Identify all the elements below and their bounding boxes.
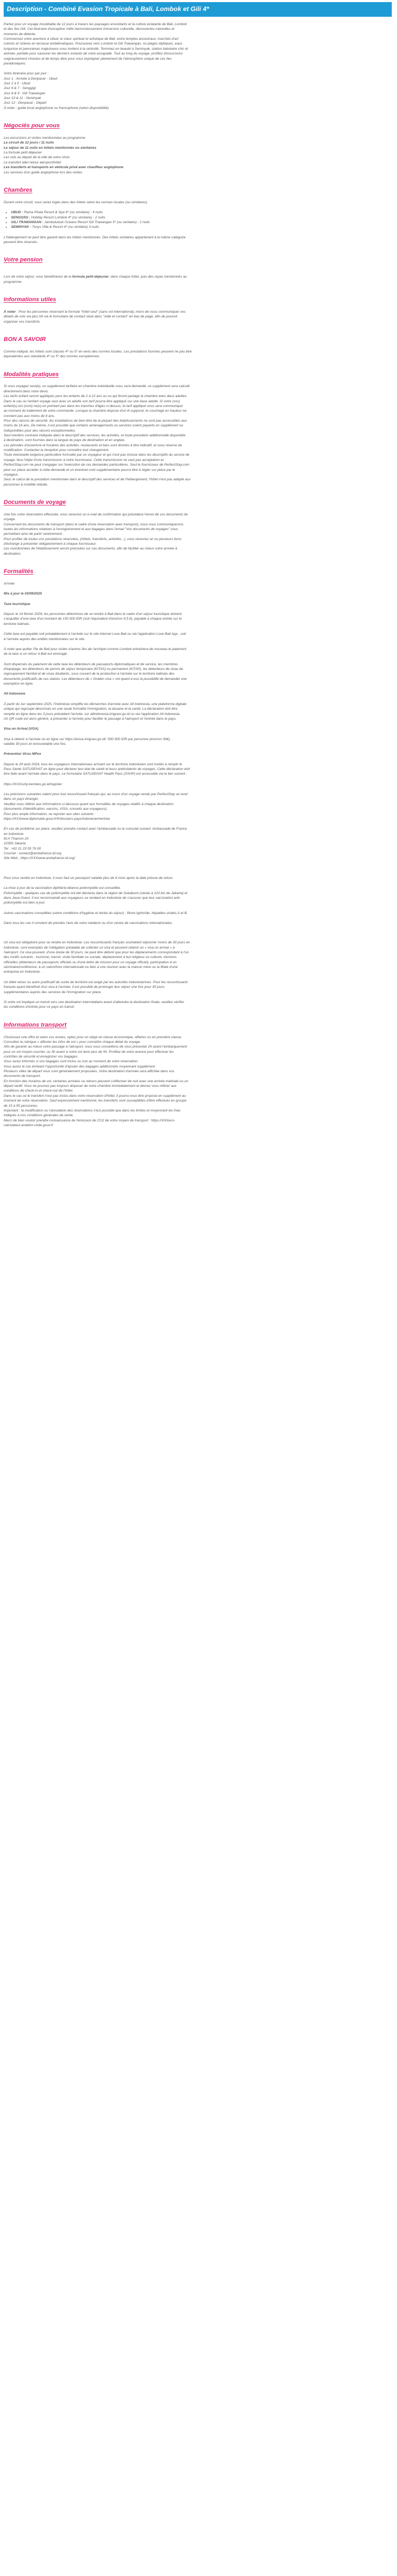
formalites-line: des motifs suivants : tourisme, transit, visite familiale ou sociale, déplacement à but religieux ou culturel, réunions — [4, 955, 177, 960]
transport-line: Choisissez une offre et selon vos envies, optez pour un siège en classe économique, affaires ou en première classe. — [4, 1035, 182, 1039]
documents-line: Une fois votre réservation effectuée, vous recevrez un e-mail de confirmation qui précédera l'envoi de vos documents de — [4, 512, 188, 516]
formalites-line: l'aéroport. Ce visa pouvant, d'une durée de 30 jours, ne peut être délivré que pour les déplacements correspondant à l'un — [4, 951, 189, 955]
formalites-line: 10350 Jakarta — [4, 842, 26, 846]
modalites-line: Les périodes d'ouverture et horaires des activités, restaurants et bars sont donnés à titre indicatif, et sous réserve de — [4, 443, 182, 447]
intro-line: paradisiaques. — [4, 61, 26, 65]
formalites-line: exemption en ligne. — [4, 682, 34, 686]
formalites-paragraph — [4, 940, 392, 975]
chambres-intro: Durant votre circuit, vous serez logés dans des hôtels selon les normes locales (ou similaires). — [4, 200, 148, 204]
transport-line: départ tardif. Vous ne pourrez pas toujours disposer de votre chambre immédiatement et devrez vous référer aux — [4, 1084, 177, 1088]
formalites-line: territoire balinais. — [4, 622, 30, 626]
formalites-line: Si votre vol implique un transit vers une destination intermédiaire avant d'atteindre la destination finale, veuillez vérifier — [4, 1000, 184, 1004]
intro-line: animée, parfaite pour savourer les derniers instants de votre escapade. Tout au long du voyage, profitez d'excursions — [4, 52, 183, 56]
transport-line: contrôles de sécurité et enregistrer vos bagages. — [4, 1054, 79, 1059]
formalites-line: Un QR code est alors généré, à présenter à l'arrivée pour faciliter le passage à l'aéroport et l'entrée dans le pays. — [4, 717, 177, 721]
transport-line: calculateur.aviation-civile.gouv.fr — [4, 1123, 53, 1127]
transport-line: indiqués à nos conditions générales de vente. — [4, 1114, 74, 1118]
formalites-paragraph — [4, 762, 392, 777]
modalites-line: directement dans votre devis. — [4, 389, 49, 393]
formalites-line: supplémentaires auprès des services de l'immigration sur place. — [4, 990, 102, 994]
section-heading-infos-utiles: Informations utiles — [4, 296, 57, 303]
included-item: Le transfert aller-retour aéroport/hôtel — [4, 160, 61, 164]
bon-a-savoir-text — [4, 349, 392, 359]
formalites-line: En cas de problème sur place, veuillez prendre contact avec l'ambassade ou le consulat suivant: Ambassade de France — [4, 827, 187, 831]
note-line: peuvent être réservés. — [4, 240, 38, 244]
intro-line: Commencez votre aventure à Ubud, le cœur spirituel et artistique de Bali, entre temples ancestraux, marchés d'art — [4, 37, 179, 41]
transport-line: moment de votre réservation. Sauf expressément mentionné, les transferts sont susceptibles d'être effectués en groupe — [4, 1099, 187, 1103]
formalites-line: Autres vaccinations conseillées (selon conditions d'hygiène et durée du séjour) : fièvre typhoïde, hépatites virales A et B. — [4, 911, 188, 915]
intro-line: Partez pour un voyage inoubliable de 12 jours à travers les paysages envoûtants et la culture éclatante de Bali, Lombok — [4, 23, 187, 26]
formalites-line: les conditions d'entrée pour ce pays en transit. — [4, 1005, 75, 1009]
transport-line: conditions de check-in et check-out de l'hôtel. — [4, 1089, 73, 1093]
formalites-line: être faite avant l'arrivée dans le pays. Le formulaire SATUSEHAT Health Pass (SSHP) est accessible via le lien suivant : — [4, 772, 188, 776]
documents-line: permettant ainsi de partir sereinement. — [4, 532, 63, 536]
chambres-note — [4, 235, 392, 245]
formalites-line: remplie en ligne dans les 3 jours précédant l'arrivée, sur allindonesia.imigrasi.go.id ou via l'application All Indonesia. — [4, 712, 181, 716]
page-title: Description - Combiné Evasion Tropicale à Bali, Lombok et Gili 4* — [7, 5, 209, 13]
formalites-paragraph — [4, 632, 392, 642]
formalites-line: Prévention Virus MPox — [4, 752, 41, 756]
formalites-line: dans Java-Ouest. Il est recommandé aux voyageurs se rendant en Indonésie de s'assurer que leur vaccination anti- — [4, 896, 181, 900]
formalites-line: regroupement familial et de visas étudiants, sous couvert de la production à l'arrivée sur le territoire balinais des — [4, 672, 174, 676]
title-bar — [4, 2, 392, 17]
formalites-line: Visa on Arrival (VOA) — [4, 727, 39, 731]
transport-line: Merci de bien vouloir prendre connaissance de l'émission de CO2 de votre moyen de transport : https://XXXeco- — [4, 1118, 175, 1122]
formalites-paragraph — [4, 1000, 392, 1010]
itinerary-line: Jour 10 & 11 : Seminyak — [4, 96, 41, 101]
intro-line: moments de détente. — [4, 32, 36, 36]
formalites-line: Pour vous rendre en Indonésie, il vous faut un passeport valable plus de 6 mois après la date prévue de retour. — [4, 876, 174, 880]
modalites-line: modification. Contactez la réception pour connaître tout changement. — [4, 448, 109, 453]
formalites-line: s'acquitter d'une taxe d'un montant de 150 000 IDR (soit l'équivalent d'environ 9,5 €), payable à chaque entrée sur le — [4, 617, 182, 621]
documents-line: Pour profiter de toutes vos prestations réservées, (hôtels, transferts, activités...), vous recevrez un ou plusieurs bons — [4, 537, 182, 541]
formalites-line: Courriel : contact@ambafrance-id.org — [4, 852, 62, 856]
formalites-line: Site Web : https://XXXwww.ambafrance-id.org/ — [4, 856, 75, 861]
formalites-paragraph — [4, 602, 392, 607]
section-heading-negocies: Négociés pour vous — [4, 123, 60, 129]
bon-a-savoir-line: équivalentes aux standards 4* ou 5* des normes européennes. — [4, 355, 101, 359]
modalites-text — [4, 384, 392, 487]
formalites-line: officielles (détenteurs de passeports officiels ou d'une lettre de mission pour un voyage officiel), participation à un — [4, 960, 177, 964]
hotel-list — [4, 210, 392, 229]
formalites-line: entreprise en Indonésie. — [4, 970, 41, 974]
transport-line: En fonction des horaires de vol, certaines arrivées ou retours peuvent s'effectuer de nuit avec une arrivée matinale ou un — [4, 1079, 189, 1083]
formalites-line: de la taxe si un retour à Bali est envisagé. — [4, 652, 68, 656]
info-line: détails de vols via plus tôt via le formulaire de contact situé dans "Aide et contact" en bas de page, afin de pouvoir — [4, 315, 178, 319]
itinerary-line: Jour 12 : Denpasar - Départ — [4, 101, 47, 105]
formalites-paragraph — [4, 752, 392, 756]
infos-utiles-text: À noter : Pour les personnes réservant la formule "hôtel seul" (sans vol international), merci de nous communiquer vos détails de vols via plus tôt via le formulaire de contact situé dans "Aide et contact" en bas de page, afin de pouvoir organiser vos transferts. — [4, 310, 392, 324]
formalites-line: Depuis le 29 août 2024, tous les voyageurs internationaux arrivant sur le territoire indonésien sont invités à remplir le — [4, 762, 182, 766]
documents-line: destination. — [4, 552, 21, 556]
documents-line: voyage. — [4, 518, 16, 522]
modalites-line: Si vous voyagez seul(e), un supplément tarifaire en chambre individuelle vous sera demandé, ce supplément sera calculé — [4, 384, 190, 389]
formalites-line: Tel : +62 21 23 55 76 00 — [4, 846, 41, 851]
formalites-line: dans un pays étranger. — [4, 797, 39, 801]
formalites-paragraph — [4, 581, 392, 586]
section-heading-pension: Votre pension — [4, 257, 43, 263]
transport-line: Vous serez informés si vos bagages sont inclus ou non au moment de votre réservation. — [4, 1060, 139, 1064]
section-heading-infos-transport: Informations transport — [4, 1021, 67, 1028]
formalites-paragraph — [4, 980, 392, 995]
formalites-paragraph — [4, 827, 392, 861]
formalites-paragraph — [4, 737, 392, 747]
formalites-line: Pour plus ample information, se reporter aux sites suivants : — [4, 812, 96, 816]
transport-line: Consultez la rubrique « affecter les infos de vol » pour connaître chaque détail du voyage. — [4, 1040, 141, 1044]
modalites-line: voyage, fera l'objet d'une transmission à notre fournisseur. Cette transmission ne vaut pas acceptation et — [4, 458, 164, 462]
formalites-line: Les précisions suivantes valent pour tout ressortissant français qui, au cours d'un voyage vendu par PerfectStay se rend — [4, 792, 188, 797]
formalites-paragraph — [4, 782, 392, 787]
hotel-item: • UBUD : Rama Phala Resort & Spa 4* (ou similaire) - 4 nuits — [11, 210, 392, 215]
formalites-paragraph — [4, 876, 392, 880]
formalites-paragraph — [4, 647, 392, 657]
formalites-line: https://XXXwww.diplomatie.gouv.fr/fr/dossiers-pays/indonesie/#entree — [4, 817, 110, 821]
formalites-line: M.H Thamrin 20 — [4, 836, 29, 841]
itinerary-block — [4, 71, 392, 111]
formalites-line: Un visa est obligatoire pour se rendre en Indonésie. Les ressortissants français souhaitant séjourner moins de 30 jours en — [4, 941, 190, 945]
transport-line: Plusieurs villes de départ vous sont généralement proposées. Votre destination d'arrivée sera affichée dans vos — [4, 1070, 174, 1074]
modalites-line: Seul mention contraire indiquée dans le descriptif des services, les activités, et toute prestation additionnelle disponible — [4, 434, 186, 438]
bon-a-savoir-line: Comme indiqué, les hôtels sont classés 4* ou 5* en vertu des normes locales. Les prestations fournies peuvent ne pas être — [4, 349, 192, 354]
modalites-line: PerfectStay.com ne peut s'engager sur l'exécution de ces demandes particulières. Seul le fournisseur de PerfectStay.com — [4, 463, 190, 467]
transport-line: pour un vol moyen-courrier, ou 3h avant si votre vol dure plus de 5h. Profitez de votre avance pour effectuer les — [4, 1050, 174, 1054]
formalites-line: Dans tous les cas il convient de prendre l'avis de votre médecin ou d'un centre de vaccinations internationales. — [4, 921, 173, 925]
formalites-line: documents justificatifs de ces statuts. Les détenteurs de « Golden visa » ont quant à eux la possibilité de demander une — [4, 677, 187, 681]
formalites-line: Sont dispensés du paiement de cette taxe les détenteurs de passeports diplomatiques et de service, les membres — [4, 662, 178, 666]
formalites-line: https://XXXsshp.kemkes.go.id/register — [4, 782, 62, 786]
formalites-line: Mis à jour le 03/09/2025 — [4, 592, 42, 596]
intro-line: colorés et rizières en terrasse emblématiques. Poursuivez vers Lombok et Gili Trawangan, où plages idylliques, eaux — [4, 42, 183, 46]
formalites-text — [4, 581, 392, 1010]
documents-text — [4, 512, 392, 556]
formalites-paragraph — [4, 792, 392, 821]
itinerary-line: À noter : guide local anglophone ou francophone (selon disponibilité) — [4, 106, 109, 110]
formalites-line: poliomyélite est bien à jour. — [4, 901, 46, 905]
formalites-line: All Indonesia — [4, 692, 26, 696]
transport-line: Vous aurez le cas échéant l'opportunité d'ajouter des bagages additionnels moyennant supplément — [4, 1064, 155, 1069]
modalites-line: peut sur place accéder à cette demande et un éventuel coût supplémentaire pourra être à régler sur place par le — [4, 468, 175, 472]
formalites-line: français ayant bénéficié d'un visa à l'arrivée, il est possible de prolonger leur séjour une fois pour 30 jours — [4, 985, 165, 989]
included-item: La formule petit déjeuner — [4, 151, 42, 155]
note-line: L'hébergement ne peut être garanti dans les hôtels mentionnés. Des hôtels similaires appartenant à la même catégorie — [4, 235, 186, 239]
section-heading-modalites: Modalités pratiques — [4, 371, 59, 378]
formalites-paragraph — [4, 702, 392, 721]
documents-line: Les coordonnées de l'établissement seront précisées sur ces documents, afin de faciliter au mieux votre arrivée à — [4, 547, 178, 551]
intro-paragraph — [4, 22, 392, 66]
negocies-list — [4, 136, 392, 175]
formalites-paragraph — [4, 591, 392, 596]
formalites-line: Poliomyélite : quelques cas de poliomyélite ont été déclarés dans la région de Sukabumi (située à 120 km de Jakarta) et — [4, 891, 188, 895]
itinerary-heading: Votre itinéraire pour par jour : — [4, 72, 49, 76]
transport-line: Dans le cas où le transfert n'est pas inclus dans votre réservation d'hôtel, il pourra vous être proposé en supplément au — [4, 1094, 186, 1098]
formalites-line: en Indonésie — [4, 832, 24, 836]
itinerary-line: Jour 8 & 9 : Gili Trawangan — [4, 91, 46, 95]
formalites-paragraph — [4, 911, 392, 916]
formalites-line: Cette taxe est payable soit préalablement à l'arrivée sur le site internet Love Bali ou via l'application Love Bali App , soit — [4, 632, 186, 636]
formalites-line: Un billet retour ou autre justificatif de sortie de territoire est exigé par les autorités indonésiennes. Pour les ressortissants — [4, 980, 188, 984]
modalites-line: voyageur. — [4, 472, 19, 477]
pension-text: Lors de votre séjour, vous bénéficierez de la formule petit-déjeuner, dans chaque hôtel, puis des repas mentionnés au programme. — [4, 275, 187, 284]
included-item: Les excursions et visites mentionnées au programme — [4, 136, 85, 140]
formalites-line: Depuis le 14 février 2024, les personnes détentrices de se rendre à Bali dans le cadre d'un séjour touristique doivent — [4, 612, 182, 617]
modalites-line: Dans le cas où l'enfant voyage seul avec un adulte son tarif pourra être appliqué sur une base adulte. Si votre (vos) — [4, 399, 180, 403]
intro-line: et des îles Gili. Cet itinéraire d'exception mêle harmonieusement immersion culturelle, découvertes naturelles et — [4, 27, 174, 31]
modalites-line: à destination, sont fournies dans la langue du pays de destination et en anglais. — [4, 438, 126, 443]
hotel-item: • SENGGIGI : Holiday Resort Lombok 4* (ou similaire) - 2 nuits — [11, 215, 392, 220]
section-heading-chambres: Chambres — [4, 186, 32, 193]
formalites-line: Visa à obtenir à l'arrivée ou en ligne sur https://evisa.imigrasi.go.id/: 500 000 IDR par personne (environ 30€), — [4, 737, 171, 741]
formalites-line: La mise à jour de la vaccination diphtérie-tétanos-poliomyélite est conseillée. — [4, 886, 121, 890]
section-heading-bon-a-savoir: BON A SAVOIR — [4, 336, 46, 343]
transport-line: de 15 à 55 personnes. — [4, 1104, 38, 1108]
modalites-line: Les tarifs enfant seront appliqués pour les enfants de 2 à 12 ans ou ou qui feront partage la chambre avec deux adultes. — [4, 394, 188, 399]
formalites-line: unique qui regroupe désormais en une seule formalité l'immigration, la douane et la santé. La déclaration doit être — [4, 707, 178, 711]
itinerary-line: Jour 2 à 5 : Ubud — [4, 81, 30, 85]
included-item: Le séjour de 11 nuits en hôtels mentionnés ou similaires — [4, 146, 96, 150]
included-item: Les transferts et transports en véhicule privé avec chauffeur anglophone — [4, 166, 124, 170]
formalites-line: Taxe touristique — [4, 602, 30, 606]
transport-line: Afin de garantir au mieux votre passage à l'aéroport, nous vous conseillons de vous présenter 2h avant l'embarquement — [4, 1045, 187, 1049]
transport-line: Important : la modification ou l'annulation des réservations n'est possible que dans les limites et moyennant les frais — [4, 1108, 181, 1113]
formalites-line: Veuillez vous référer aux informations ci-dessous quant aux formalités de voyages relatifs à chaque destination — [4, 802, 174, 806]
formalites-line: à l'arrivée auprès des entités mentionnées sur le site. — [4, 637, 85, 641]
formalites-line: (documents d'identification, vaccins, VISA, conseils aux voyageurs). — [4, 807, 108, 811]
itinerary-line: Jour 1 : Arrivée à Denpasar - Ubud — [4, 76, 58, 81]
documents-line: d'échange à présenter obligatoirement à chaque fournisseur. — [4, 542, 97, 546]
formalites-line: valable 30 jours et renouvelable une fois. — [4, 742, 67, 746]
included-item: Les services d'un guide anglophone lors des visites — [4, 170, 83, 174]
formalites-paragraph — [4, 921, 392, 926]
transport-text — [4, 1035, 392, 1128]
formalites-line: Arrivée — [4, 582, 15, 586]
modalites-line: Seul, le calcul de la prestation mentionnée dans le descriptif des services et de l'hébergement, l'hôtel n'est pas adapté aux — [4, 478, 191, 482]
itinerary-line: Jour 6 & 7 : Senggigi — [4, 86, 36, 91]
documents-line: toutes les informations relatives à l'enregistrement et aux bagages dans l'email "Vos documents de voyages" vous — [4, 527, 178, 531]
modalites-line: Pour des raisons de sécurité, les installations de bien-être de la plupart des établissements ne sont pas accessibles aux — [4, 419, 187, 423]
modalites-line: personnes à mobilité réduite. — [4, 482, 48, 487]
modalites-line: au moment du traitement de votre commande. Lorsque la chambre dispose d'un lit supposé, le couchage en hauteur ne — [4, 409, 187, 413]
intro-line: turquoise et panoramas majestueux vous invitent à la sérénité. Terminez en beauté à Seminyak, station balnéaire chic et — [4, 47, 188, 51]
formalites-paragraph — [4, 886, 392, 905]
modalites-line: enfant(s) est (sont) ne(s) en pointant pas dans les tranches d'âges ci-dessus, le tarif appliqué vous sera communiqué — [4, 404, 183, 408]
documents-line: Concernant les documents de transport (dans le cadre d'une réservation avec transport), nous vous communiquerons — [4, 522, 184, 526]
formalites-paragraph — [4, 691, 392, 696]
formalites-line: séminaire/conférence, à un salon/foire internationale ou bien à une réunion avec la maison mère ou la filiale d'une — [4, 965, 178, 970]
modalites-line: indisponibles pour des raisons exceptionnelles. — [4, 428, 76, 433]
section-heading-documents: Documents de voyage — [4, 499, 66, 505]
formalites-line: Pass Santé SATUSEHAT en ligne pour déclarer leur état de santé et leurs antécédents de voyages. Cette déclaration doit — [4, 767, 190, 772]
hotel-item: • GILI TRAWANGAN : Jambuluwuk Oceano Resort Gili Trawangan 5* (ou similaire) - 2 nuits — [11, 220, 392, 225]
section-heading-formalites: Formalités — [4, 568, 34, 575]
formalites-line: d'équipage, les détenteurs de permis de séjour temporaire (KITAS) ou permanent (KITAP), les détenteurs de visas de — [4, 667, 183, 671]
transport-line: documents de transport. — [4, 1074, 41, 1078]
modalites-line: convient pas aux moins de 6 ans. — [4, 414, 55, 418]
modalites-line: Toute éventuelle exigence particulière formulée par un voyageur et qui n'est pas incluse dans les descriptifs du service de — [4, 453, 190, 457]
modalites-line: moins de 16 ans. De même, il est possible que certains aménagements ou services soient payants en supplément ou — [4, 424, 183, 428]
included-item: Le circuit de 12 jours / 11 nuits — [4, 141, 54, 145]
info-line: organiser vos transferts. — [4, 320, 41, 324]
intro-line: soigneusement choisies et de temps libre pour vous imprégner pleinement de l'atmosphère unique de ces îles — [4, 57, 172, 61]
hotel-item: • SEMINYAK : Tonys Villa & Resort 4* (ou similaire) 3 nuits — [11, 225, 392, 229]
formalites-paragraph — [4, 662, 392, 687]
formalites-line: Indonésie, sont exemptés de l'obligation préalable de solliciter un visa et peuvent obtenir un « visa on arrival » à — [4, 945, 175, 950]
product-description — [0, 2, 397, 1128]
formalites-paragraph — [4, 726, 392, 731]
formalites-line: À partir du 1er septembre 2025, l'Indonésie simplifie les démarches d'arrivée avec All Indonesia, une plateforme digitale — [4, 702, 187, 706]
formalites-paragraph — [4, 612, 392, 626]
formalites-line: À noter que quitter l'île de Bali pour visiter d'autres îles de l'archipel comme Lombok entraînera de nouveau le paiement — [4, 647, 186, 651]
included-item: Les vols au départ de la ville de votre choix — [4, 156, 70, 160]
